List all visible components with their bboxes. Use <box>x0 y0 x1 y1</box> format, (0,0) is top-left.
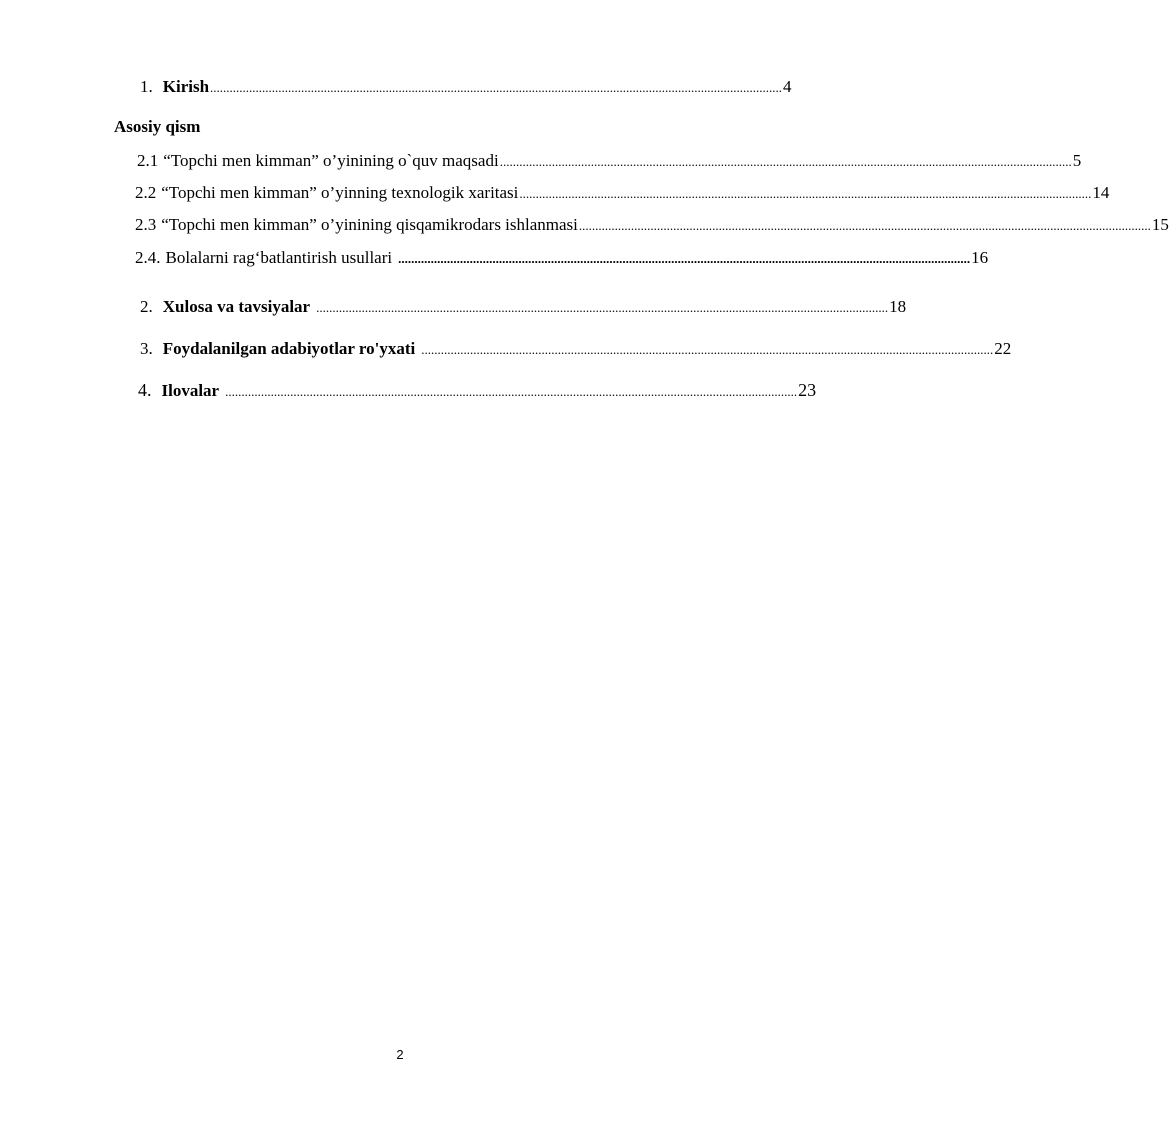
toc-entry-title: Bolalarni rag‘batlantirish usullari <box>165 248 393 267</box>
toc-dot-leader: ................................................................................................................................................................................ <box>519 186 1092 201</box>
toc-entry-page: 4 <box>783 77 792 96</box>
toc-dot-leader: ................................................................................................................................................................................ <box>210 80 783 95</box>
toc-entry-number: 2.1 <box>137 151 159 170</box>
toc-entry-page: 14 <box>1092 183 1110 202</box>
toc-entry-kirish <box>140 76 792 99</box>
toc-entry-2-1 <box>137 150 1082 173</box>
toc-entry-2-4 <box>135 247 989 270</box>
toc-dot-leader: ................................................................................................................................................................................ <box>316 300 889 315</box>
toc-entry-title: Kirish <box>162 77 210 96</box>
toc-entry-page: 15 <box>1151 215 1169 234</box>
toc-entry-page: 5 <box>1072 151 1082 170</box>
toc-entry-number: 1. <box>140 77 153 96</box>
toc-entry-number: 2.2 <box>135 183 157 202</box>
toc-entry-number: 3. <box>140 339 153 358</box>
toc-entry-title: “Topchi men kimman” o’yinining o`quv maqsadi <box>163 151 499 170</box>
section-heading: Asosiy qism <box>114 117 201 136</box>
toc-entry-title: Foydalanilgan adabiyotlar ro'yxati <box>162 339 416 358</box>
toc-entry-number: 2. <box>140 297 153 316</box>
toc-entry-number: 2.4. <box>135 248 161 267</box>
toc-entry-number: 4. <box>138 380 152 400</box>
toc-entry-page: 22 <box>994 339 1012 358</box>
toc-entry-2-2 <box>135 182 1110 205</box>
toc-entry-page: 18 <box>889 297 907 316</box>
toc-entry-title: “Topchi men kimman” o’yinning texnologik xaritasi <box>161 183 519 202</box>
toc-dot-leader: ................................................................................................................................................................................ <box>225 384 798 399</box>
page-number: 2 <box>396 1047 404 1062</box>
toc-entry-xulosa <box>140 296 907 319</box>
toc-entry-adabiyotlar <box>140 338 1012 361</box>
toc-dot-leader: ................................................................................................................................................................................ <box>398 251 971 266</box>
toc-dot-leader: ................................................................................................................................................................................ <box>421 342 994 357</box>
toc-dot-leader: ................................................................................................................................................................................ <box>499 154 1072 169</box>
toc-entry-2-3 <box>135 214 1169 237</box>
toc-entry-page: 16 <box>971 248 989 267</box>
toc-dot-leader: ................................................................................................................................................................................ <box>578 218 1151 233</box>
toc-entry-title: “Topchi men kimman” o’yinining qisqamikrodars ishlanmasi <box>161 215 578 234</box>
toc-entry-ilovalar <box>138 379 817 403</box>
toc-entry-page: 23 <box>798 380 817 400</box>
toc-entry-title: Xulosa va tavsiyalar <box>162 297 311 316</box>
toc-entry-title: Ilovalar <box>161 381 220 400</box>
toc-entry-number: 2.3 <box>135 215 157 234</box>
